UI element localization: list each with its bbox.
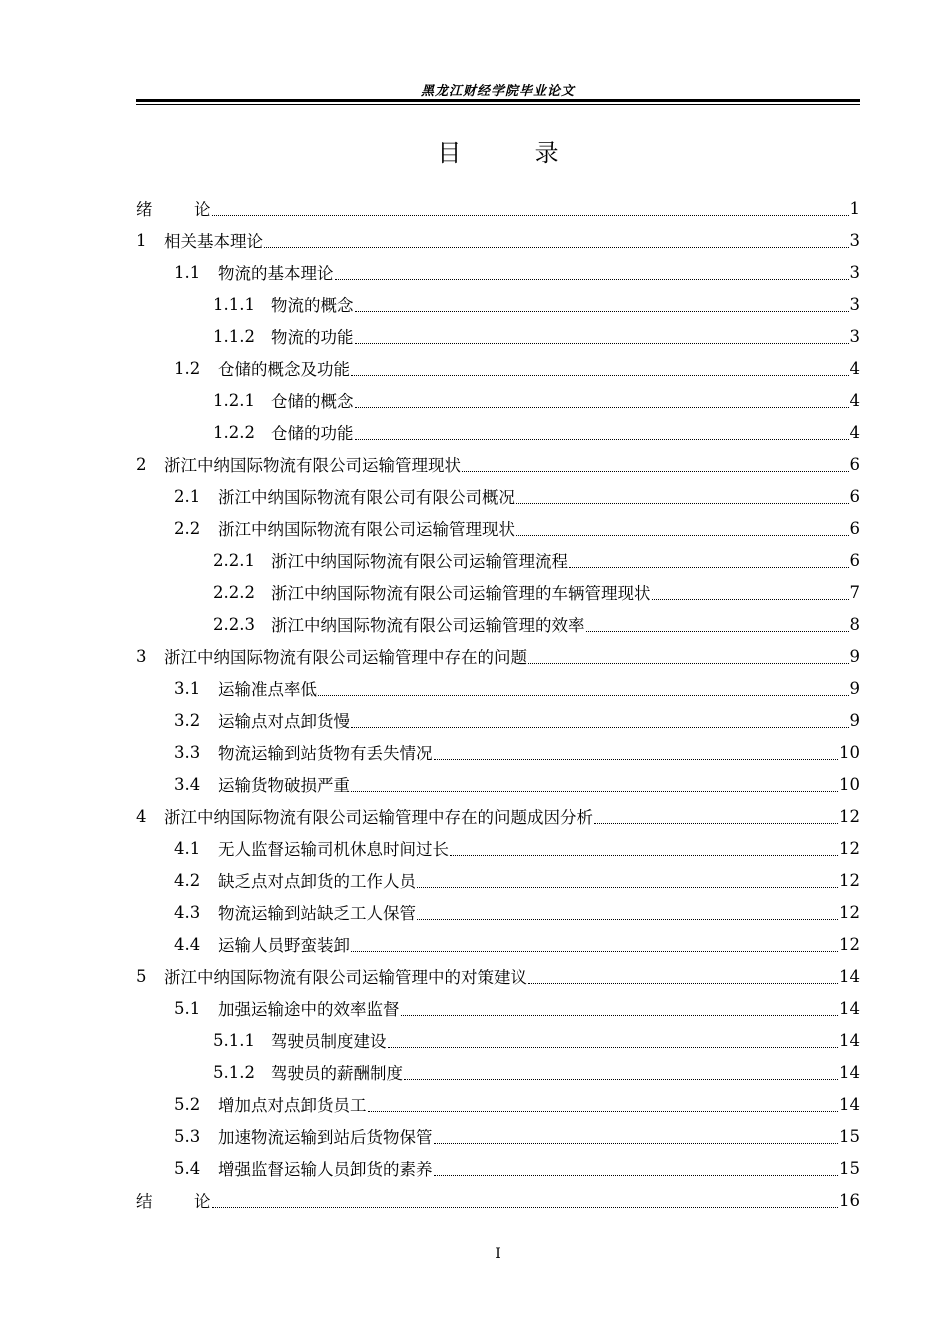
toc-entry-title: 无人监督运输司机休息时间过长	[218, 840, 449, 859]
toc-entry-page: 3	[849, 262, 860, 282]
toc-entry-title: 驾驶员制度建设	[271, 1032, 387, 1051]
toc-entry-number: 2	[136, 454, 147, 474]
toc-entry-title: 物流的概念	[271, 296, 354, 315]
toc-entry[interactable]	[136, 352, 860, 384]
toc-leader-dots	[355, 311, 849, 312]
toc-entry-page: 14	[839, 1030, 860, 1050]
toc-leader-dots	[212, 1207, 839, 1208]
toc-entry-title: 缺乏点对点卸货的工作人员	[218, 872, 416, 891]
toc-leader-dots	[355, 343, 849, 344]
toc-entry[interactable]	[136, 928, 860, 960]
toc-leader-dots	[351, 791, 838, 792]
toc-entry-page: 4	[849, 358, 860, 378]
toc-entry-number: 2.2	[174, 518, 201, 538]
toc-entry-title: 加强运输途中的效率监督	[218, 1000, 400, 1019]
toc-leader-dots	[528, 983, 838, 984]
toc-entry-number: 3.1	[174, 678, 201, 698]
toc-leader-dots	[594, 823, 838, 824]
toc-entry-number: 2.2.2	[213, 582, 255, 602]
toc-entry-number: 4.1	[174, 838, 201, 858]
toc-entry[interactable]	[136, 768, 860, 800]
toc-entry[interactable]	[136, 1024, 860, 1056]
toc-entry-page: 9	[849, 710, 860, 730]
toc-entry-title: 浙江中纳国际物流有限公司运输管理现状	[218, 520, 515, 539]
toc-entry-number: 4.4	[174, 934, 201, 954]
toc-entry-page: 10	[839, 774, 860, 794]
toc-entry-number: 5.1.1	[213, 1030, 255, 1050]
toc-entry-page: 3	[849, 294, 860, 314]
toc-leader-dots	[368, 1111, 839, 1112]
toc-entry-page: 4	[849, 390, 860, 410]
toc-entry-number: 结	[136, 1192, 153, 1211]
toc-leader-dots	[417, 919, 838, 920]
toc-entry-page: 15	[839, 1126, 860, 1146]
toc-entry-number: 3.2	[174, 710, 201, 730]
toc-leader-dots	[450, 855, 838, 856]
toc-entry-title: 运输人员野蛮装卸	[218, 936, 350, 955]
toc-leader-dots	[335, 279, 849, 280]
toc-entry[interactable]	[136, 704, 860, 736]
toc-leader-dots	[528, 663, 849, 664]
toc-entry[interactable]	[136, 576, 860, 608]
toc-entry-title: 浙江中纳国际物流有限公司有限公司概况	[218, 488, 515, 507]
toc-entry[interactable]	[136, 224, 860, 256]
toc-heading-right: 录	[534, 139, 559, 167]
toc-entry-title: 浙江中纳国际物流有限公司运输管理中存在的问题成因分析	[164, 808, 593, 827]
toc-entry[interactable]	[136, 1184, 860, 1216]
toc-entry[interactable]	[136, 896, 860, 928]
toc-entry-number: 2.2.1	[213, 550, 255, 570]
toc-entry-title: 浙江中纳国际物流有限公司运输管理中存在的问题	[164, 648, 527, 667]
toc-entry-title: 仓储的功能	[271, 424, 354, 443]
toc-entry-page: 12	[839, 902, 860, 922]
toc-entry-title: 浙江中纳国际物流有限公司运输管理的效率	[271, 616, 585, 635]
toc-entry-number: 1.2.1	[213, 390, 255, 410]
toc-entry[interactable]	[136, 992, 860, 1024]
toc-entry[interactable]	[136, 416, 860, 448]
toc-entry-page: 12	[839, 934, 860, 954]
toc-entry-number: 5.3	[174, 1126, 201, 1146]
toc-leader-dots	[404, 1079, 838, 1080]
toc-entry[interactable]	[136, 544, 860, 576]
toc-entry-number: 5.1	[174, 998, 201, 1018]
toc-entry-page: 12	[839, 806, 860, 826]
toc-entry[interactable]	[136, 256, 860, 288]
toc-leader-dots	[569, 567, 849, 568]
toc-entry-number: 4	[136, 806, 147, 826]
toc-entry-title: 物流运输到站货物有丢失情况	[218, 744, 433, 763]
toc-entry-number: 5	[136, 966, 147, 986]
toc-entry-title: 仓储的概念	[271, 392, 354, 411]
toc-heading	[0, 133, 950, 168]
toc-leader-dots	[652, 599, 849, 600]
toc-entry-number: 1.2	[174, 358, 201, 378]
toc-entry-title: 物流运输到站缺乏工人保管	[218, 904, 416, 923]
toc-entry-number: 5.2	[174, 1094, 201, 1114]
toc-entry-number: 3	[136, 646, 147, 666]
toc-leader-dots	[516, 503, 849, 504]
toc-entry[interactable]	[136, 384, 860, 416]
toc-leader-dots	[212, 215, 849, 216]
toc-entry-number: 1.1.1	[213, 294, 255, 314]
toc-entry-number: 绪	[136, 200, 153, 219]
toc-entry-title: 相关基本理论	[164, 232, 263, 251]
toc-entry-number: 2.2.3	[213, 614, 255, 634]
toc-entry-page: 4	[849, 422, 860, 442]
toc-entry-number: 4.3	[174, 902, 201, 922]
toc-leader-dots	[434, 1175, 839, 1176]
toc-entry-title: 论	[194, 200, 211, 219]
toc-entry[interactable]	[136, 1088, 860, 1120]
toc-entry-title: 增加点对点卸货员工	[218, 1096, 367, 1115]
page-number-footer: I	[495, 1246, 501, 1262]
toc-entry-page: 1	[849, 198, 860, 218]
toc-entry-title: 增强监督运输人员卸货的素养	[218, 1160, 433, 1179]
toc-entry-number: 3.3	[174, 742, 201, 762]
toc-entry-title: 物流的基本理论	[218, 264, 334, 283]
toc-leader-dots	[351, 375, 849, 376]
toc-heading-left: 目	[437, 139, 462, 167]
toc-entry-page: 12	[839, 870, 860, 890]
document-header-title: 黑龙江财经学院毕业论文	[420, 84, 575, 99]
toc-entry-page: 3	[849, 230, 860, 250]
toc-entry-title: 驾驶员的薪酬制度	[271, 1064, 403, 1083]
toc-leader-dots	[434, 759, 839, 760]
toc-entry-page: 8	[849, 614, 860, 634]
toc-entry-page: 14	[839, 1062, 860, 1082]
toc-entry-number: 2.1	[174, 486, 201, 506]
toc-entry-title: 浙江中纳国际物流有限公司运输管理中的对策建议	[164, 968, 527, 987]
toc-entry[interactable]	[136, 864, 860, 896]
toc-entry-number: 3.4	[174, 774, 201, 794]
toc-entry[interactable]	[136, 608, 860, 640]
toc-leader-dots	[264, 247, 849, 248]
toc-entry-page: 16	[839, 1190, 860, 1210]
toc-leader-dots	[434, 1143, 839, 1144]
toc-entry[interactable]	[136, 1120, 860, 1152]
toc-entry-title: 运输货物破损严重	[218, 776, 350, 795]
toc-leader-dots	[401, 1015, 839, 1016]
toc-entry[interactable]	[136, 512, 860, 544]
toc-entry-number: 5.4	[174, 1158, 201, 1178]
header-rule-thick	[136, 99, 860, 102]
toc-entry[interactable]	[136, 192, 860, 224]
toc-entry-title: 浙江中纳国际物流有限公司运输管理流程	[271, 552, 568, 571]
toc-entry-page: 15	[839, 1158, 860, 1178]
toc-entry-title: 浙江中纳国际物流有限公司运输管理现状	[164, 456, 461, 475]
toc-entry[interactable]	[136, 288, 860, 320]
toc-entry-title: 物流的功能	[271, 328, 354, 347]
toc-entry-title: 加速物流运输到站后货物保管	[218, 1128, 433, 1147]
toc-leader-dots	[318, 695, 849, 696]
toc-entry[interactable]	[136, 320, 860, 352]
toc-entry-page: 6	[849, 454, 860, 474]
toc-entry-page: 14	[839, 1094, 860, 1114]
toc-entry-number: 1.1.2	[213, 326, 255, 346]
toc-entry-page: 6	[849, 550, 860, 570]
toc-entry-title: 浙江中纳国际物流有限公司运输管理的车辆管理现状	[271, 584, 651, 603]
toc-entry[interactable]	[136, 448, 860, 480]
toc-entry-number: 5.1.2	[213, 1062, 255, 1082]
toc-entry-title: 运输点对点卸货慢	[218, 712, 350, 731]
header-rule-thin	[136, 104, 860, 105]
toc-leader-dots	[351, 951, 838, 952]
toc-entry-number: 1.1	[174, 262, 201, 282]
toc-entry-page: 12	[839, 838, 860, 858]
toc-entry-page: 3	[849, 326, 860, 346]
toc-entry-number: 1.2.2	[213, 422, 255, 442]
toc-entry[interactable]	[136, 736, 860, 768]
toc-entry[interactable]	[136, 640, 860, 672]
toc-entry[interactable]	[136, 960, 860, 992]
toc-leader-dots	[351, 727, 849, 728]
toc-entry[interactable]	[136, 800, 860, 832]
toc-leader-dots	[355, 407, 849, 408]
toc-leader-dots	[516, 535, 849, 536]
toc-leader-dots	[462, 471, 849, 472]
toc-entry[interactable]	[136, 480, 860, 512]
toc-entry[interactable]	[136, 1056, 860, 1088]
toc-entry-page: 14	[839, 966, 860, 986]
toc-entry-page: 7	[849, 582, 860, 602]
toc-leader-dots	[586, 631, 849, 632]
toc-entry-title: 仓储的概念及功能	[218, 360, 350, 379]
toc-leader-dots	[355, 439, 849, 440]
toc-entry-number: 1	[136, 230, 147, 250]
toc-entry-number: 4.2	[174, 870, 201, 890]
toc-leader-dots	[388, 1047, 839, 1048]
toc-entry[interactable]	[136, 1152, 860, 1184]
table-of-contents	[136, 192, 860, 1216]
toc-entry-page: 14	[839, 998, 860, 1018]
toc-leader-dots	[417, 887, 838, 888]
toc-entry[interactable]	[136, 672, 860, 704]
toc-entry-page: 10	[839, 742, 860, 762]
toc-entry-page: 6	[849, 486, 860, 506]
toc-entry[interactable]	[136, 832, 860, 864]
toc-entry-page: 9	[849, 646, 860, 666]
toc-entry-title: 运输准点率低	[218, 680, 317, 699]
toc-entry-page: 6	[849, 518, 860, 538]
toc-entry-title: 论	[194, 1192, 211, 1211]
toc-entry-page: 9	[849, 678, 860, 698]
